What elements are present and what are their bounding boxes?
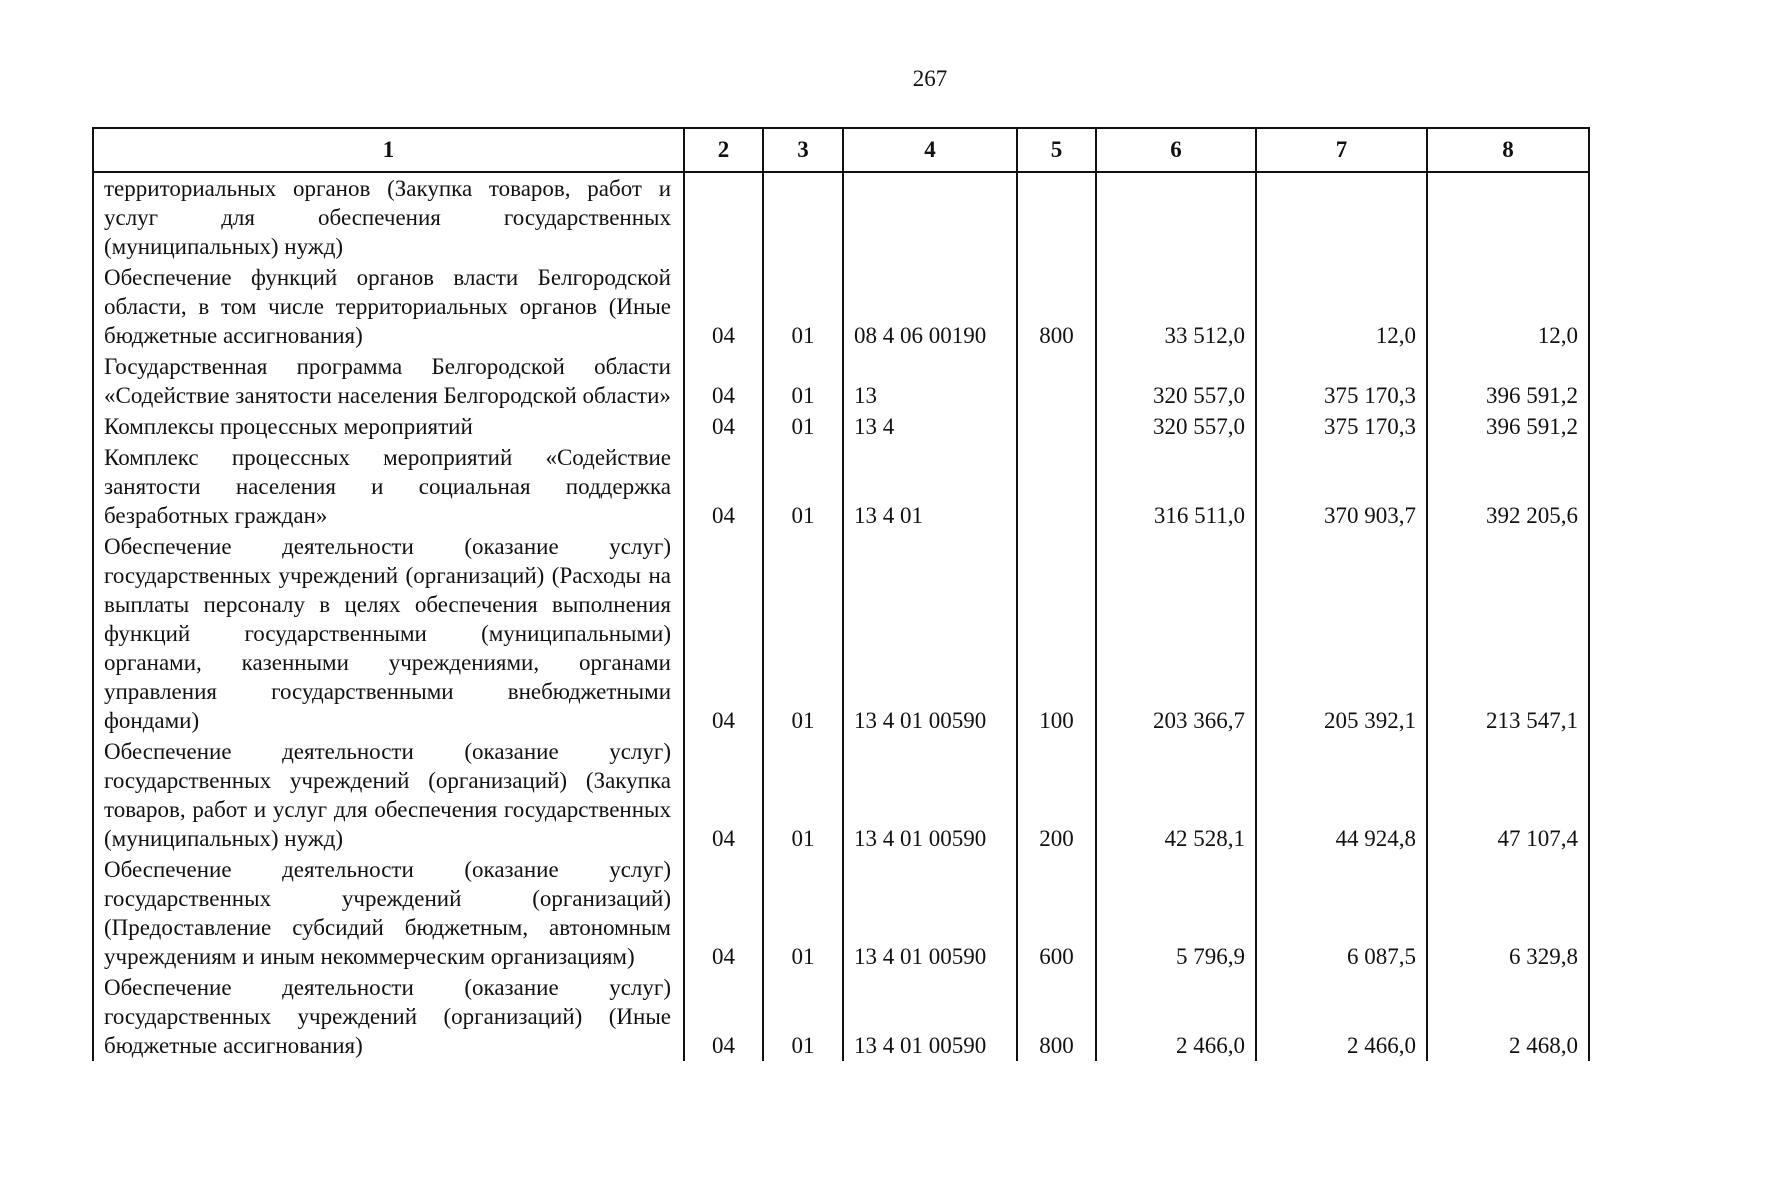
cell-col-5: 800 (1017, 972, 1096, 1061)
cell-col-7: 375 170,3 (1256, 351, 1427, 411)
cell-col-8: 213 547,1 (1427, 531, 1589, 736)
header-col-8: 8 (1427, 128, 1589, 172)
cell-col-6 (1096, 172, 1256, 262)
cell-col-5 (1017, 411, 1096, 442)
cell-col-3: 01 (763, 442, 843, 531)
cell-col-7: 6 087,5 (1256, 854, 1427, 972)
header-col-7: 7 (1256, 128, 1427, 172)
cell-col-4: 13 4 01 00590 (843, 854, 1017, 972)
table-row (93, 736, 1589, 854)
cell-col-2: 04 (684, 351, 763, 411)
cell-col-2: 04 (684, 442, 763, 531)
header-col-5: 5 (1017, 128, 1096, 172)
cell-col-2 (684, 172, 763, 262)
row-name: Обеспечение деятельности (оказание услуг) государственных учреждений (организаций) (Закупка товаров, работ и услуг для обеспечения государственных (муниципальных) нужд) (93, 736, 684, 854)
cell-col-3: 01 (763, 736, 843, 854)
cell-col-6: 42 528,1 (1096, 736, 1256, 854)
row-name: Комплексы процессных мероприятий (93, 411, 684, 442)
cell-col-8: 2 468,0 (1427, 972, 1589, 1061)
cell-col-8: 392 205,6 (1427, 442, 1589, 531)
table-row (93, 854, 1589, 972)
row-name: Обеспечение деятельности (оказание услуг) государственных учреждений (организаций) (Расходы на выплаты персоналу в целях обеспечения выполнения функций государственными (муниципальными) органами, казенными учреждениями, органами управления государственными внебюджетными фондами) (93, 531, 684, 736)
cell-col-7: 12,0 (1256, 262, 1427, 351)
cell-col-4 (843, 172, 1017, 262)
table-row (93, 172, 1589, 262)
cell-col-7: 375 170,3 (1256, 411, 1427, 442)
cell-col-6: 2 466,0 (1096, 972, 1256, 1061)
table-row (93, 411, 1589, 442)
cell-col-6: 316 511,0 (1096, 442, 1256, 531)
cell-col-2: 04 (684, 531, 763, 736)
header-col-6: 6 (1096, 128, 1256, 172)
cell-col-5: 200 (1017, 736, 1096, 854)
header-row (93, 128, 1589, 172)
cell-col-6: 320 557,0 (1096, 411, 1256, 442)
row-name: Государственная программа Белгородской области «Содействие занятости населения Белгородской области» (93, 351, 684, 411)
table-row (93, 262, 1589, 351)
row-name: Комплекс процессных мероприятий «Содействие занятости населения и социальная поддержка безработных граждан» (93, 442, 684, 531)
row-name: Обеспечение функций органов власти Белгородской области, в том числе территориальных органов (Иные бюджетные ассигнования) (93, 262, 684, 351)
cell-col-5: 100 (1017, 531, 1096, 736)
cell-col-8: 396 591,2 (1427, 411, 1589, 442)
cell-col-6: 33 512,0 (1096, 262, 1256, 351)
cell-col-6: 5 796,9 (1096, 854, 1256, 972)
cell-col-7: 2 466,0 (1256, 972, 1427, 1061)
cell-col-5: 800 (1017, 262, 1096, 351)
budget-table (92, 127, 1590, 1061)
header-col-3: 3 (763, 128, 843, 172)
cell-col-3: 01 (763, 351, 843, 411)
table-row (93, 531, 1589, 736)
cell-col-4: 13 4 01 00590 (843, 972, 1017, 1061)
cell-col-8: 396 591,2 (1427, 351, 1589, 411)
cell-col-8: 6 329,8 (1427, 854, 1589, 972)
cell-col-7: 205 392,1 (1256, 531, 1427, 736)
cell-col-4: 13 4 (843, 411, 1017, 442)
cell-col-6: 320 557,0 (1096, 351, 1256, 411)
cell-col-2: 04 (684, 262, 763, 351)
cell-col-4: 13 4 01 00590 (843, 736, 1017, 854)
cell-col-7 (1256, 172, 1427, 262)
cell-col-3: 01 (763, 531, 843, 736)
cell-col-3: 01 (763, 972, 843, 1061)
cell-col-5 (1017, 172, 1096, 262)
table-row (93, 442, 1589, 531)
cell-col-4: 13 4 01 00590 (843, 531, 1017, 736)
header-col-4: 4 (843, 128, 1017, 172)
cell-col-5 (1017, 351, 1096, 411)
cell-col-8 (1427, 172, 1589, 262)
header-col-1: 1 (93, 128, 684, 172)
table-row (93, 351, 1589, 411)
cell-col-7: 370 903,7 (1256, 442, 1427, 531)
cell-col-3: 01 (763, 262, 843, 351)
cell-col-3: 01 (763, 411, 843, 442)
header-col-2: 2 (684, 128, 763, 172)
cell-col-5: 600 (1017, 854, 1096, 972)
cell-col-3: 01 (763, 854, 843, 972)
cell-col-5 (1017, 442, 1096, 531)
row-name: Обеспечение деятельности (оказание услуг) государственных учреждений (организаций) (Предоставление субсидий бюджетным, автономным учреждениям и иным некоммерческим организациям) (93, 854, 684, 972)
cell-col-3 (763, 172, 843, 262)
cell-col-4: 13 4 01 (843, 442, 1017, 531)
table-row (93, 972, 1589, 1061)
cell-col-2: 04 (684, 736, 763, 854)
cell-col-7: 44 924,8 (1256, 736, 1427, 854)
cell-col-4: 13 (843, 351, 1017, 411)
row-name: территориальных органов (Закупка товаров, работ и услуг для обеспечения государственных (муниципальных) нужд) (93, 172, 684, 262)
cell-col-2: 04 (684, 411, 763, 442)
page-number: 267 (912, 66, 948, 91)
cell-col-2: 04 (684, 972, 763, 1061)
cell-col-6: 203 366,7 (1096, 531, 1256, 736)
cell-col-2: 04 (684, 854, 763, 972)
cell-col-8: 47 107,4 (1427, 736, 1589, 854)
cell-col-4: 08 4 06 00190 (843, 262, 1017, 351)
cell-col-8: 12,0 (1427, 262, 1589, 351)
row-name: Обеспечение деятельности (оказание услуг) государственных учреждений (организаций) (Иные бюджетные ассигнования) (93, 972, 684, 1061)
